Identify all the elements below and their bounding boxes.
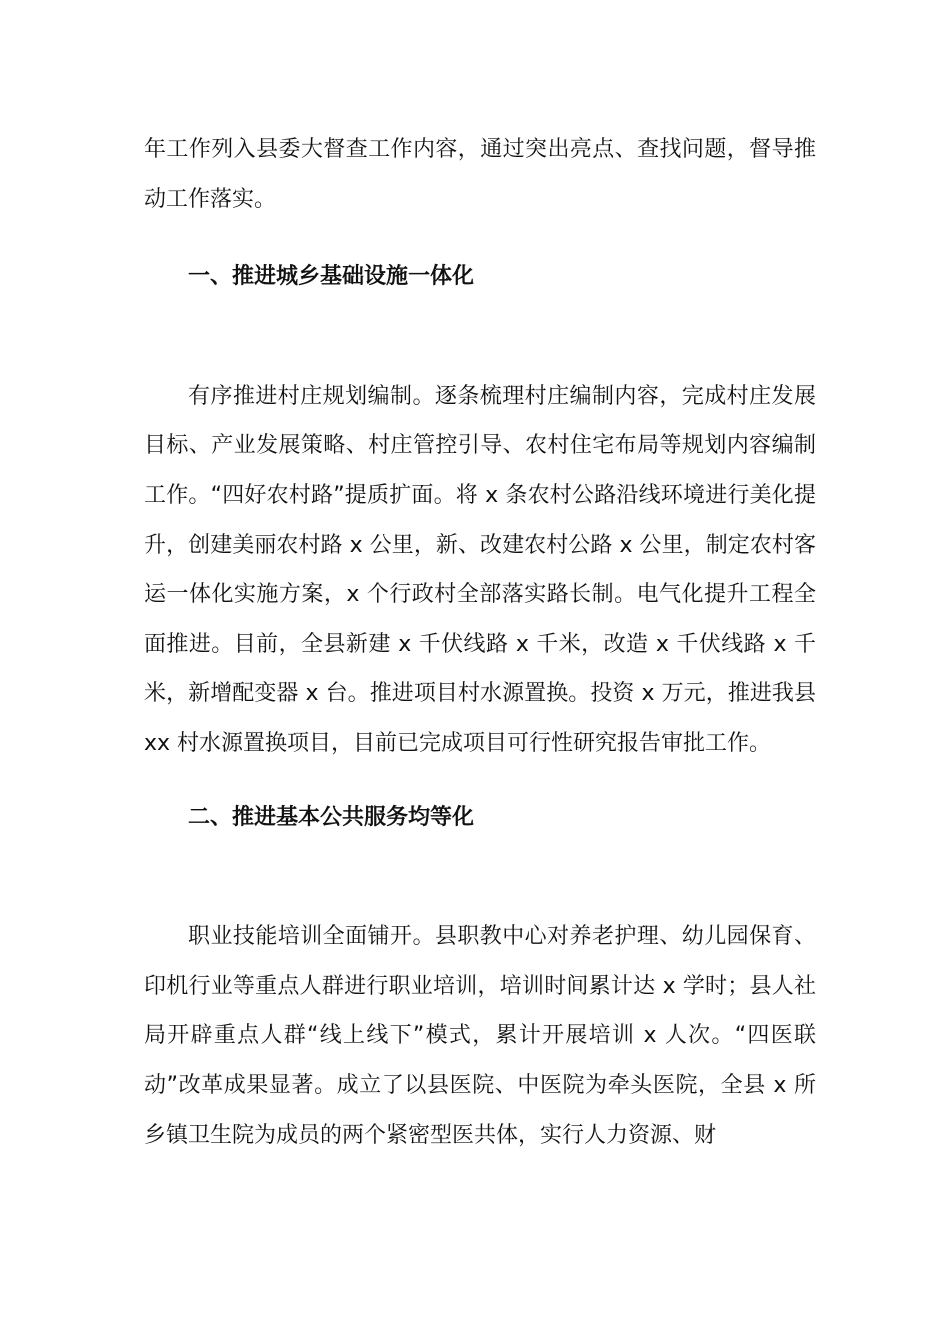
intro-paragraph: 年工作列入县委大督查工作内容，通过突出亮点、查找问题，督导推动工作落实。 bbox=[144, 137, 816, 212]
section-body-infrastructure: 有序推进村庄规划编制。逐条梳理村庄编制内容，完成村庄发展目标、产业发展策略、村庄管控引导、农村住宅布局等规划内容编制工作。“四好农村路”提质扩面。将 x 条农村公路沿线环境进行美化提升，创建美丽农村路 x 公里，新、改建农村公路 x 公里，制定农村客运一体化实施方案，x 个行政村全部落实路长制。电气化提升工程全面推进。目前，全县新建 x 千伏线路 x 千米，改造 x 千伏线路 x 千米，新增配变器 x 台。推进项目村水源置换。投资 x 万元，推进我县 xx 村水源置换项目，目前已完成项目可行性研究报告审批工作。 bbox=[144, 383, 816, 756]
section-heading-infrastructure: 一、推进城乡基础设施一体化 bbox=[188, 264, 475, 290]
spacer bbox=[144, 769, 816, 793]
section-body-public-services: 职业技能培训全面铺开。县职教中心对养老护理、幼儿园保育、印机行业等重点人群进行职业培训，培训时间累计达 x 学时；县人社局开辟重点人群“线上线下”模式，累计开展培训 x 人次。“四医联动”改革成果显著。成立了以县医院、中医院为牵头医院，全县 x 所乡镇卫生院为成员的两个紧密型医共体，实行人力资源、财 bbox=[144, 924, 816, 1148]
section-heading-public-services: 二、推进基本公共服务均等化 bbox=[188, 804, 475, 830]
document-page bbox=[144, 125, 816, 1160]
spacer bbox=[144, 224, 816, 252]
spacer bbox=[144, 842, 816, 912]
spacer bbox=[144, 302, 816, 372]
